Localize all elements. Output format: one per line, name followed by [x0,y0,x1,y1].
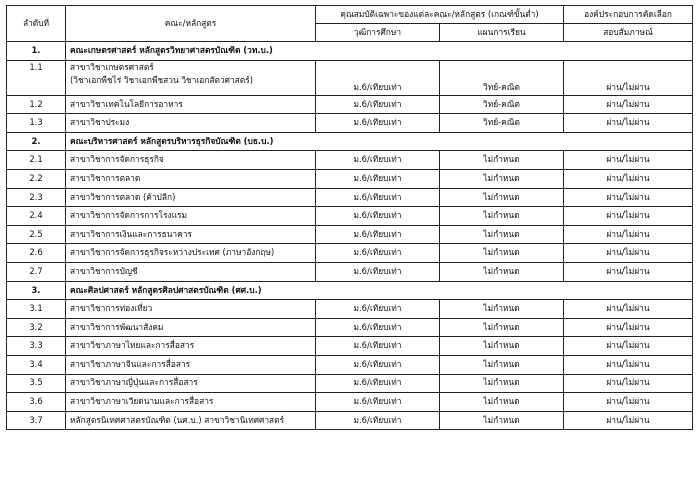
row-number: 2.5 [7,225,66,244]
section-title: คณะบริหารศาสตร์ หลักสูตรบริหารธุรกิจบัณฑิต (บธ.บ.) [66,132,693,151]
study-plan-cell: วิทย์-คณิต [440,95,564,114]
program-name: หลักสูตรนิเทศศาสตรบัณฑิต (นศ.บ.) สาขาวิชานิเทศศาสตร์ [66,411,316,430]
interview-cell: ผ่าน/ไม่ผ่าน [564,188,693,207]
header-education: วุฒิการศึกษา [316,24,440,42]
table-row [7,374,693,393]
program-name: สาขาวิชาประมง [66,114,316,133]
row-number: 2.4 [7,207,66,226]
program-name: สาขาวิชาเทคโนโลยีการอาหาร [66,95,316,114]
interview-cell: ผ่าน/ไม่ผ่าน [564,262,693,281]
education-cell: ม.6/เทียบเท่า [316,207,440,226]
education-cell: ม.6/เทียบเท่า [316,225,440,244]
education-cell: ม.6/เทียบเท่า [316,95,440,114]
program-name: สาขาวิชาการตลาด (ค้าปลีก) [66,188,316,207]
interview-cell: ผ่าน/ไม่ผ่าน [564,300,693,319]
program-name: สาขาวิชาการบัญชี [66,262,316,281]
row-number: 2.7 [7,262,66,281]
education-cell: ม.6/เทียบเท่า [316,262,440,281]
table-row [7,207,693,226]
interview-cell: ผ่าน/ไม่ผ่าน [564,151,693,170]
interview-cell: ผ่าน/ไม่ผ่าน [564,337,693,356]
table-row [7,60,693,95]
row-number: 3.3 [7,337,66,356]
study-plan-cell: ไม่กำหนด [440,207,564,226]
section-row [7,132,693,151]
program-name: สาขาวิชาภาษาไทยและการสื่อสาร [66,337,316,356]
program-name: สาขาวิชาภาษาเวียดนามและการสื่อสาร [66,393,316,412]
program-name: สาขาวิชาการพัฒนาสังคม [66,318,316,337]
section-row [7,281,693,300]
row-number: 2.1 [7,151,66,170]
row-number: 1.3 [7,114,66,133]
table-row [7,300,693,319]
program-name: สาขาวิชาการตลาด [66,169,316,188]
section-number: 3. [7,281,66,300]
education-cell: ม.6/เทียบเท่า [316,355,440,374]
program-name: สาขาวิชาการเงินและการธนาคาร [66,225,316,244]
admission-criteria-table [6,5,693,430]
header-order: ลำดับที่ [7,6,66,42]
table-row [7,188,693,207]
program-name-line-1: สาขาวิชาเกษตรศาสตร์ [70,61,154,72]
program-name: สาขาวิชาการจัดการธุรกิจ [66,151,316,170]
interview-cell: ผ่าน/ไม่ผ่าน [564,169,693,188]
header-row-1 [7,6,693,24]
study-plan-cell: วิทย์-คณิต [440,60,564,95]
header-selection: องค์ประกอบการคัดเลือก [564,6,693,24]
interview-cell: ผ่าน/ไม่ผ่าน [564,411,693,430]
study-plan-cell: ไม่กำหนด [440,393,564,412]
education-cell: ม.6/เทียบเท่า [316,318,440,337]
header-qualifications: คุณสมบัติเฉพาะของแต่ละคณะ/หลักสูตร (เกณฑ์ขั้นต่ำ) [316,6,564,24]
program-name: สาขาวิชาการจัดการการโรงแรม [66,207,316,226]
row-number: 3.1 [7,300,66,319]
table-row [7,95,693,114]
education-cell: ม.6/เทียบเท่า [316,114,440,133]
table-row [7,262,693,281]
study-plan-cell: ไม่กำหนด [440,318,564,337]
row-number: 3.7 [7,411,66,430]
program-name: สาขาวิชาภาษาจีนและการสื่อสาร [66,355,316,374]
section-row [7,42,693,61]
education-cell: ม.6/เทียบเท่า [316,337,440,356]
education-cell: ม.6/เทียบเท่า [316,188,440,207]
row-number: 3.2 [7,318,66,337]
education-cell: ม.6/เทียบเท่า [316,300,440,319]
header-interview: สอบสัมภาษณ์ [564,24,693,42]
table-row [7,244,693,263]
study-plan-cell: ไม่กำหนด [440,225,564,244]
interview-cell: ผ่าน/ไม่ผ่าน [564,318,693,337]
education-cell: ม.6/เทียบเท่า [316,60,440,95]
row-number: 1.1 [7,60,66,95]
table-row [7,355,693,374]
education-cell: ม.6/เทียบเท่า [316,151,440,170]
study-plan-cell: ไม่กำหนด [440,337,564,356]
education-cell: ม.6/เทียบเท่า [316,374,440,393]
study-plan-cell: ไม่กำหนด [440,411,564,430]
education-cell: ม.6/เทียบเท่า [316,169,440,188]
study-plan-cell: ไม่กำหนด [440,188,564,207]
interview-cell: ผ่าน/ไม่ผ่าน [564,95,693,114]
section-number: 1. [7,42,66,61]
interview-cell: ผ่าน/ไม่ผ่าน [564,355,693,374]
table-row [7,411,693,430]
education-cell: ม.6/เทียบเท่า [316,411,440,430]
header-faculty: คณะ/หลักสูตร [66,6,316,42]
study-plan-cell: ไม่กำหนด [440,244,564,263]
program-name: สาขาวิชาภาษาญี่ปุ่นและการสื่อสาร [66,374,316,393]
study-plan-cell: วิทย์-คณิต [440,114,564,133]
program-name: สาขาวิชาการท่องเที่ยว [66,300,316,319]
header-study-plan: แผนการเรียน [440,24,564,42]
interview-cell: ผ่าน/ไม่ผ่าน [564,207,693,226]
table-row [7,393,693,412]
interview-cell: ผ่าน/ไม่ผ่าน [564,114,693,133]
section-title: คณะเกษตรศาสตร์ หลักสูตรวิทยาศาสตรบัณฑิต (วท.บ.) [66,42,693,61]
study-plan-cell: ไม่กำหนด [440,151,564,170]
row-number: 2.3 [7,188,66,207]
study-plan-cell: ไม่กำหนด [440,355,564,374]
interview-cell: ผ่าน/ไม่ผ่าน [564,244,693,263]
interview-cell: ผ่าน/ไม่ผ่าน [564,393,693,412]
row-number: 2.6 [7,244,66,263]
education-cell: ม.6/เทียบเท่า [316,393,440,412]
interview-cell: ผ่าน/ไม่ผ่าน [564,374,693,393]
program-name: สาขาวิชาการจัดการธุรกิจระหว่างประเทศ (ภาษาอังกฤษ) [66,244,316,263]
program-name-line-2: (วิชาเอกพืชไร่ วิชาเอกพืชสวน วิชาเอกสัตวศาสตร์) [70,75,253,86]
row-number: 3.6 [7,393,66,412]
study-plan-cell: ไม่กำหนด [440,300,564,319]
program-name [66,60,316,95]
study-plan-cell: ไม่กำหนด [440,169,564,188]
study-plan-cell: ไม่กำหนด [440,262,564,281]
row-number: 2.2 [7,169,66,188]
table-row [7,225,693,244]
interview-cell: ผ่าน/ไม่ผ่าน [564,60,693,95]
table-row [7,114,693,133]
table-row [7,169,693,188]
table-row [7,318,693,337]
interview-cell: ผ่าน/ไม่ผ่าน [564,225,693,244]
education-cell: ม.6/เทียบเท่า [316,244,440,263]
table-row [7,151,693,170]
row-number: 3.5 [7,374,66,393]
section-number: 2. [7,132,66,151]
table-row [7,337,693,356]
row-number: 3.4 [7,355,66,374]
section-title: คณะศิลปศาสตร์ หลักสูตรศิลปศาสตรบัณฑิต (ศศ.บ.) [66,281,693,300]
study-plan-cell: ไม่กำหนด [440,374,564,393]
row-number: 1.2 [7,95,66,114]
